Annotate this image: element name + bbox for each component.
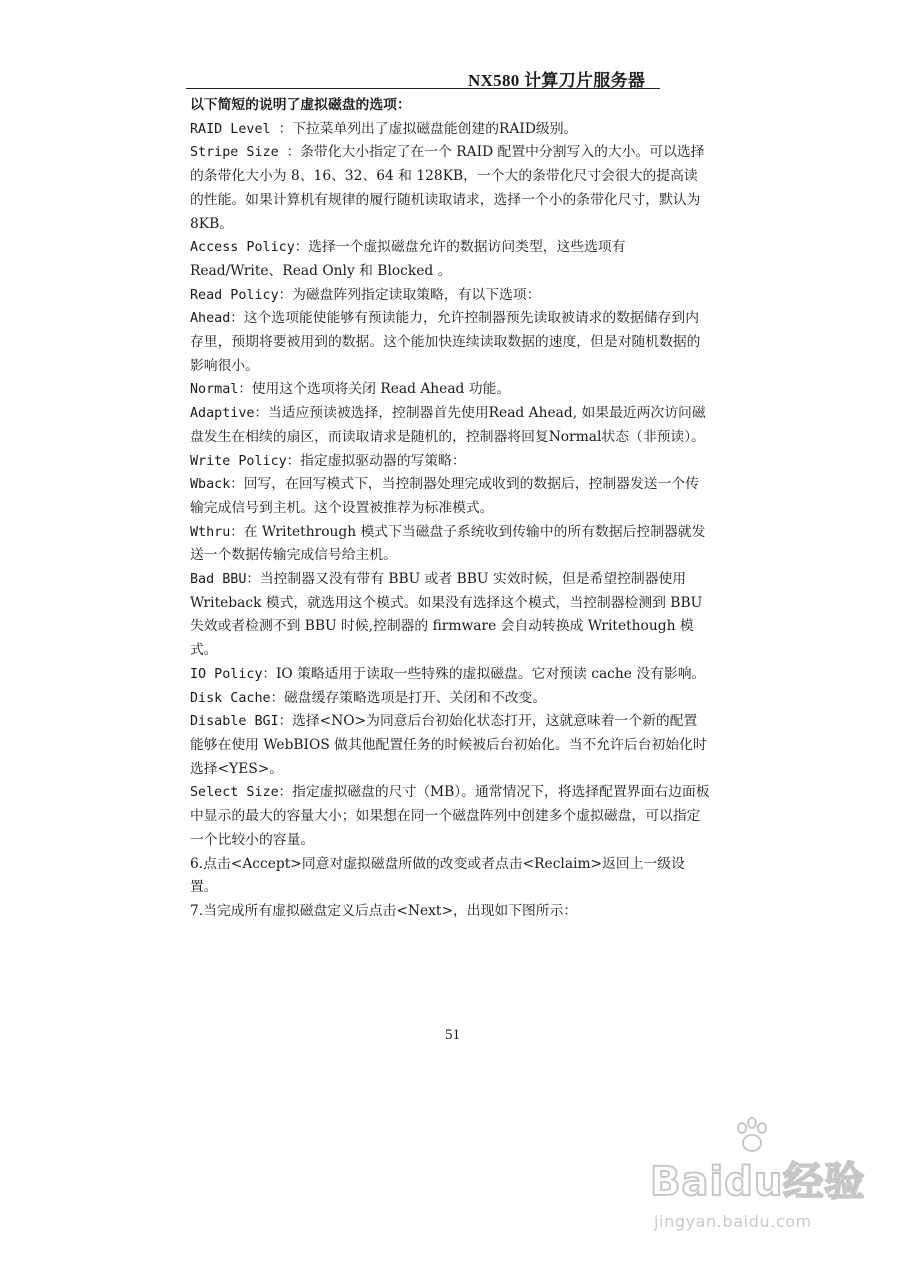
baidu-jingyan-watermark (640, 1150, 880, 1260)
option-description: 指定虚拟磁盘的尺寸（MB）。通常情况下，将选择配置界面右边面板中显示的最大的容量大小；如果想在同一个磁盘阵列中创建多个虚拟磁盘，可以指定一个比较小的容量。 (190, 784, 710, 848)
option-term: RAID Level ： (190, 121, 293, 137)
option-description: 当适应预读被选择，控制器首先使用Read Ahead, 如果最近两次访问磁盘发生在相续的扇区，而读取请求是随机的，控制器将回复Normal状态（非预读）。 (190, 405, 706, 445)
option-disk-cache (190, 687, 710, 711)
option-term: Bad BBU： (190, 572, 260, 588)
intro-heading: 以下简短的说明了虚拟磁盘的选项： (190, 97, 411, 113)
option-term: Write Policy： (190, 453, 301, 469)
option-normal (190, 378, 710, 402)
option-description: 磁盘缓存策略选项是打开、关闭和不改变。 (284, 689, 547, 706)
option-description: IO 策略适用于读取一些特殊的虚拟磁盘。它对预读 cache 没有影响。 (275, 665, 706, 682)
option-term: Ahead： (190, 311, 244, 327)
option-term: Disk Cache： (190, 690, 285, 706)
option-io-policy (190, 663, 710, 687)
option-write-policy (190, 450, 710, 474)
header-divider (186, 88, 660, 89)
option-description: 下拉菜单列出了虚拟磁盘能创建的RAID级别。 (292, 120, 578, 137)
option-ahead (190, 307, 710, 378)
watermark-logo-text: Baidu经验 (650, 1159, 866, 1205)
option-adaptive (190, 402, 710, 449)
option-description: 为磁盘阵列指定读取策略，有以下选项： (292, 286, 541, 303)
option-description: 当控制器又没有带有 BBU 或者 BBU 实效时候，但是希望控制器使用 Writeback 模式，就选用这个模式。如果没有选择这个模式，当控制器检测到 BBU 失效或者检测不到 BBU 时候,控制器的 firmware 会自动转换成 Writethough 模式。 (190, 571, 703, 659)
option-raid-level (190, 118, 710, 142)
option-description: 使用这个选项将关闭 Read Ahead 功能。 (251, 381, 511, 398)
step-6 (190, 853, 710, 900)
option-term: Normal： (190, 382, 252, 398)
option-wthru (190, 521, 710, 568)
document-body (190, 94, 710, 924)
step-7 (190, 900, 710, 924)
option-description: 回写，在回写模式下，当控制器处理完成收到的数据后，控制器发送一个传输完成信号到主机。这个设置被推荐为标准模式。 (190, 476, 699, 516)
option-description: 这个选项能使能够有预读能力，允许控制器预先读取被请求的数据储存到内存里，预期将要被用到的数据。这个能加快连续读取数据的速度，但是对随机数据的影响很小。 (190, 310, 701, 374)
option-disable-bgi (190, 710, 710, 781)
option-term: Wthru： (190, 524, 244, 540)
option-description: 条带化大小指定了在一个 RAID 配置中分割写入的大小。可以选择的条带化大小为 8、16、32、64 和 128KB，一个大的条带化尺寸会很大的提高读的性能。如果计算机有规律的履行随机读取请求，选择一个小的条带化尺寸，默认为 8KB。 (190, 144, 705, 232)
option-term: Access Policy： (190, 240, 309, 256)
option-select-size (190, 781, 710, 852)
option-term: Disable BGI： (190, 714, 293, 730)
option-term: Adaptive： (190, 406, 268, 422)
option-term: Select Size： (190, 785, 293, 801)
option-description: 选择<NO>为同意后台初始化状态打开，这就意味着一个新的配置能够在使用 WebBIOS 做其他配置任务的时候被后台初始化。当不允许后台初始化时选择<YES>。 (190, 713, 707, 777)
option-term: Stripe Size ： (190, 145, 301, 161)
option-bad-bbu (190, 568, 710, 663)
option-description: 在 Writethrough 模式下当磁盘子系统收到传输中的所有数据后控制器就发送一个数据传输完成信号给主机。 (190, 523, 706, 564)
option-term: IO Policy： (190, 666, 276, 682)
watermark-url: jingyan.baidu.com (654, 1212, 812, 1231)
step-description: 6.点击<Accept>同意对虚拟磁盘所做的改变或者点击<Reclaim>返回上一级设置。 (190, 855, 685, 896)
option-access-policy (190, 236, 710, 283)
option-term: Wback： (190, 477, 244, 493)
option-description: 选择一个虚拟磁盘允许的数据访问类型，这些选项有 Read/Write、Read Only 和 Blocked 。 (190, 239, 626, 279)
option-stripe-size (190, 141, 710, 236)
running-header-title: NX580 计算刀片服务器 (468, 71, 646, 90)
option-description: 指定虚拟驱动器的写策略： (300, 452, 466, 469)
option-read-policy (190, 284, 710, 308)
step-description: 7.当完成所有虚拟磁盘定义后点击<Next>，出现如下图所示： (190, 902, 578, 919)
option-term: Read Policy： (190, 287, 293, 303)
option-wback (190, 473, 710, 520)
page-number: 51 (445, 1027, 460, 1043)
